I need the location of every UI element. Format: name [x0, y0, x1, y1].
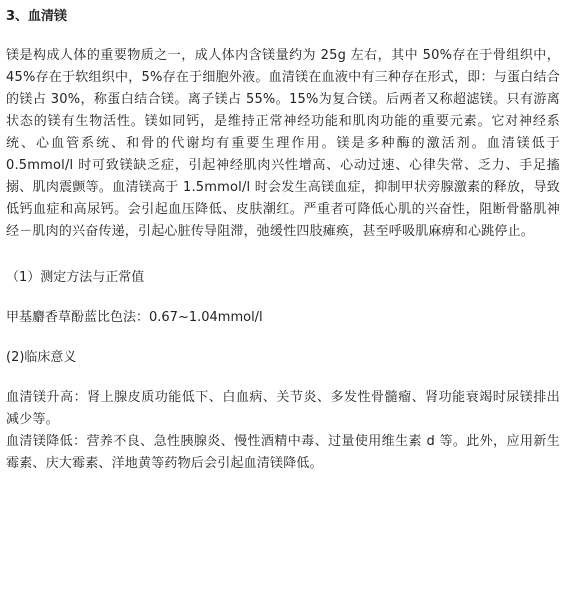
method-title: （1）测定方法与正常值	[6, 270, 145, 285]
clinical-title: (2)临床意义	[6, 350, 77, 365]
spacer	[6, 243, 560, 267]
spacer	[6, 289, 560, 307]
section-heading: 3、血清镁	[6, 9, 68, 24]
clinical-decrease: 血清镁降低：营养不良、急性胰腺炎、慢性酒精中毒、过量使用维生素 d 等。此外，应用新生霉素、庆大霉素、洋地黄等药物后会引起血清镁降低。	[6, 434, 560, 471]
method-text: 甲基麝香草酚蓝比色法：0.67~1.04mmol/l	[6, 310, 263, 325]
intro-paragraph: 镁是构成人体的重要物质之一，成人体内含镁量约为 25g 左右，其中 50%存在于骨组织中，45%存在于软组织中，5%存在于细胞外液。血清镁在血液中有三种存在形式，即：与蛋白结合的镁占 30%，称蛋白结合镁。离子镁占 55%。15%为复合镁。后两者又称超滤镁。只有游离状态的镁有生物活性。镁如同钙，是维持正常神经功能和肌肉功能的重要元素。它对神经系统、心血管系统、和骨的代谢均有重要生理作用。镁是多种酶的激活剂。血清镁低于 0.5mmol/l 时可致镁缺乏症，引起神经肌肉兴性增高、心动过速、心律失常、乏力、手足搐搦、肌肉震颤等。血清镁高于 1.5mmol/l 时会发生高镁血症，抑制甲状旁腺激素的释放，导致低钙血症和高尿钙。会引起血压降低、皮肤潮红。严重者可降低心肌的兴奋性，阻断骨骼肌神经－肌肉的兴奋传递，引起心脏传导阻滞，弛缓性四肢瘫痪，甚至呼吸肌麻痹和心跳停止。	[6, 48, 560, 239]
clinical-increase: 血清镁升高：肾上腺皮质功能低下、白血病、关节炎、多发性骨髓瘤、肾功能衰竭时尿镁排出减少等。	[6, 390, 560, 427]
spacer	[6, 369, 560, 387]
spacer	[6, 329, 560, 347]
